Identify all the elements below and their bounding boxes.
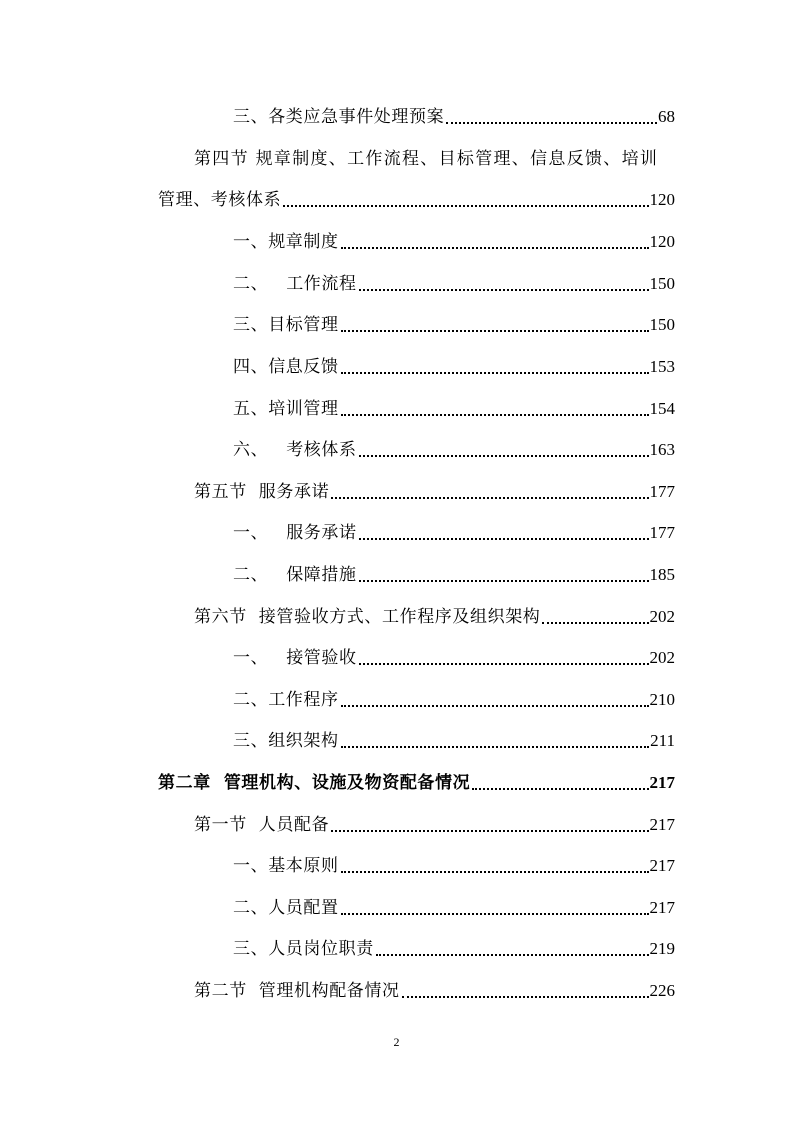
toc-entry[interactable] — [233, 643, 675, 673]
toc-entry-page: 219 — [649, 939, 675, 958]
toc-entry[interactable] — [233, 394, 675, 424]
toc-entry-page: 150 — [649, 274, 675, 293]
toc-entry[interactable] — [233, 685, 675, 715]
toc-entry-title: 第一节 人员配备 — [194, 815, 330, 835]
toc-entry[interactable] — [233, 269, 675, 299]
toc-entry-page: 120 — [649, 190, 675, 209]
toc-entry[interactable] — [233, 227, 675, 257]
dot-leader — [331, 830, 648, 832]
toc-entry[interactable] — [194, 477, 675, 507]
toc-entry-title: 二、 保障措施 — [233, 565, 357, 585]
dot-leader — [402, 996, 649, 998]
dot-leader — [341, 705, 649, 707]
toc-entry-title: 第二章 管理机构、设施及物资配备情况 — [158, 773, 471, 793]
dot-leader — [376, 954, 649, 956]
toc-entry-page: 68 — [658, 107, 675, 126]
toc-entry-title: 四、信息反馈 — [233, 357, 339, 377]
dot-leader — [341, 330, 649, 332]
toc-entry[interactable] — [233, 726, 675, 756]
dot-leader — [359, 538, 649, 540]
toc-entry-title: 一、 服务承诺 — [233, 523, 357, 543]
dot-leader — [446, 122, 657, 124]
toc-entry-page: 217 — [649, 815, 675, 834]
toc-entry-title: 管理、考核体系 — [158, 190, 282, 210]
toc-entry-page: 210 — [649, 690, 675, 709]
dot-leader — [359, 663, 649, 665]
dot-leader — [341, 414, 649, 416]
dot-leader — [341, 913, 649, 915]
toc-entry-title: 六、 考核体系 — [233, 440, 357, 460]
dot-leader — [359, 455, 649, 457]
toc-entry-title: 三、各类应急事件处理预案 — [233, 107, 445, 127]
toc-entry-title: 第五节 服务承诺 — [194, 482, 330, 502]
toc-entry-page: 211 — [650, 731, 675, 750]
toc-entry-page: 217 — [649, 773, 675, 792]
toc-entry[interactable] — [233, 310, 675, 340]
dot-leader — [472, 788, 648, 790]
toc-entry-page: 217 — [649, 898, 675, 917]
toc-entry-title: 第二节 管理机构配备情况 — [194, 981, 400, 1001]
toc-entry-title: 三、组织架构 — [233, 731, 339, 751]
toc-entry-page: 154 — [649, 399, 675, 418]
toc-entry-page: 153 — [649, 357, 675, 376]
dot-leader — [341, 746, 650, 748]
toc-entry-title: 五、培训管理 — [233, 399, 339, 419]
dot-leader — [359, 289, 649, 291]
toc-entry-title: 第六节 接管验收方式、工作程序及组织架构 — [194, 607, 541, 627]
toc-entry-page: 150 — [649, 315, 675, 334]
toc-entry-title: 一、规章制度 — [233, 232, 339, 252]
toc-entry-title: 二、工作程序 — [233, 690, 339, 710]
toc-entry-page: 202 — [649, 607, 675, 626]
toc-entry-title: 二、 工作流程 — [233, 274, 357, 294]
toc-entry[interactable] — [194, 810, 675, 840]
toc-entry[interactable] — [194, 602, 675, 632]
toc-entry[interactable] — [233, 435, 675, 465]
toc-chapter-entry[interactable] — [158, 768, 675, 798]
toc-entry-title: 三、人员岗位职责 — [233, 939, 374, 959]
toc-entry[interactable] — [233, 851, 675, 881]
toc-entry-title: 三、目标管理 — [233, 315, 339, 335]
dot-leader — [542, 622, 648, 624]
toc-entry-title: 一、 接管验收 — [233, 648, 357, 668]
toc-entry[interactable] — [233, 352, 675, 382]
page-number: 2 — [393, 1035, 400, 1049]
toc-entry[interactable] — [194, 976, 675, 1006]
dot-leader — [331, 497, 648, 499]
dot-leader — [283, 205, 648, 207]
toc-entry[interactable] — [233, 560, 675, 590]
toc-entry-page: 185 — [649, 565, 675, 584]
toc-entry[interactable] — [233, 102, 675, 132]
toc-entry-page: 217 — [649, 856, 675, 875]
dot-leader — [341, 247, 649, 249]
toc-entry-page: 120 — [649, 232, 675, 251]
toc-entry-page: 163 — [649, 440, 675, 459]
toc-entry-page: 177 — [649, 482, 675, 501]
toc-entry-page: 226 — [649, 981, 675, 1000]
toc-entry-wrapped-line[interactable]: 第四节 规章制度、工作流程、目标管理、信息反馈、培训 — [194, 149, 659, 169]
toc-entry-title: 二、人员配置 — [233, 898, 339, 918]
toc-entry-page: 202 — [649, 648, 675, 667]
toc-entry[interactable] — [233, 934, 675, 964]
toc-entry-page: 177 — [649, 523, 675, 542]
toc-entry[interactable] — [233, 893, 675, 923]
toc-entry-title: 一、基本原则 — [233, 856, 339, 876]
dot-leader — [341, 372, 649, 374]
dot-leader — [341, 871, 649, 873]
toc-entry[interactable] — [158, 185, 675, 215]
dot-leader — [359, 580, 649, 582]
toc-entry[interactable] — [233, 518, 675, 548]
